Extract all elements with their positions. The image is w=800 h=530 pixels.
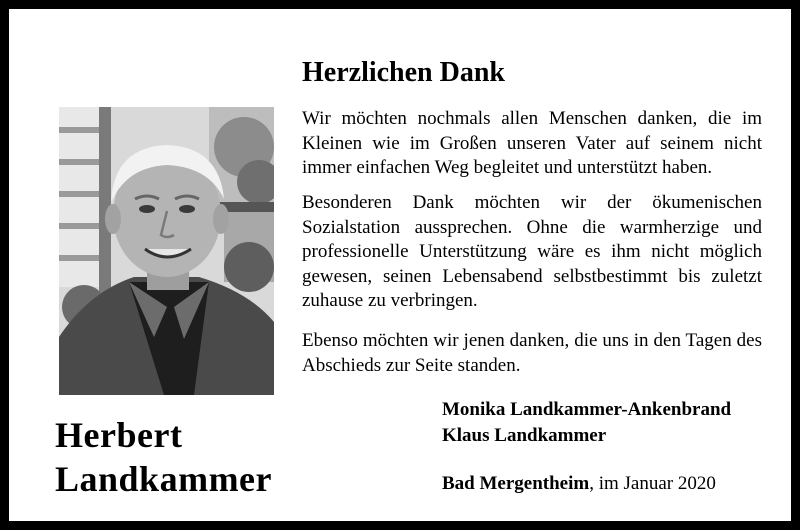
- signer-name: Klaus Landkammer: [442, 425, 607, 446]
- place-date-line: [442, 471, 716, 497]
- card-heading: Herzlichen Dank: [302, 57, 505, 88]
- portrait-photo: [59, 107, 274, 395]
- signers-block: [442, 397, 731, 449]
- date-text: , im Januar 2020: [589, 473, 716, 494]
- deceased-last-name: Landkammer: [55, 459, 273, 499]
- thanks-paragraph-2: Besonderen Dank möchten wir der ökumenischen Sozialstation aussprechen. Ohne die warmherzige und professionelle Unterstützung wäre es ihm nicht möglich gewesen, seinen Lebensabend selbstbestimmt bis zuletzt zuhause zu verbringen.: [302, 192, 762, 311]
- place-name: Bad Mergentheim: [442, 473, 590, 494]
- thanks-paragraph-1: Wir möchten nochmals allen Menschen danken, die im Kleinen wie im Großen unseren Vater auf seinem nicht immer einfachen Weg begleitet und unterstützt haben.: [302, 108, 762, 178]
- deceased-name: [55, 413, 272, 501]
- deceased-first-name: Herbert: [55, 415, 183, 455]
- signer-name: Monika Landkammer-Ankenbrand: [442, 399, 732, 420]
- thanks-paragraph-3: Ebenso möchten wir jenen danken, die uns in den Tagen des Abschieds zur Seite standen.: [302, 330, 762, 376]
